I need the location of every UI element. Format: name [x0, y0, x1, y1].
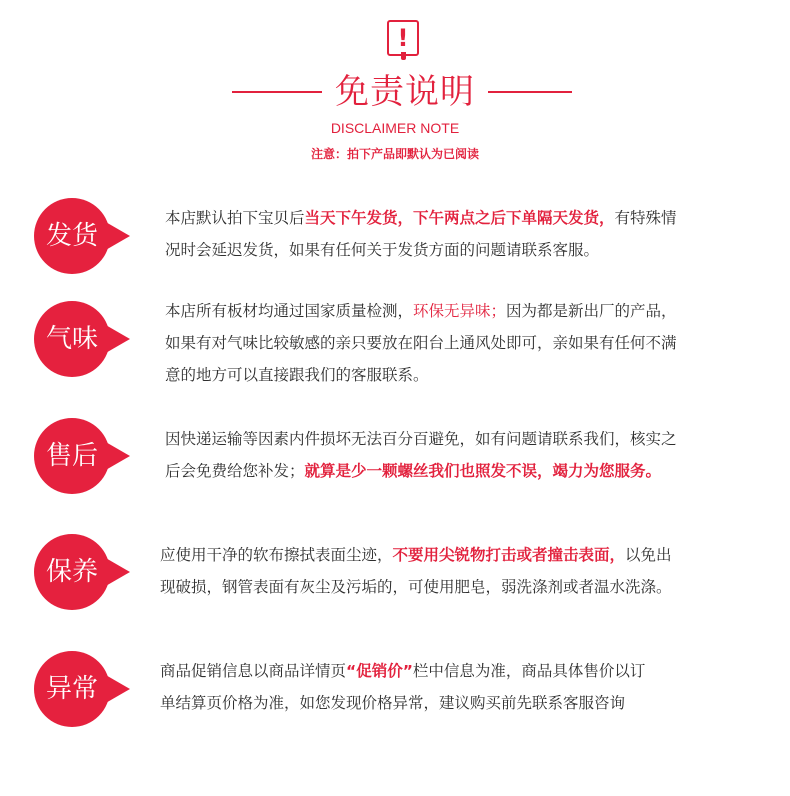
after-sales-line-1: 因快递运输等因素内件损坏无法百分百避免，如有问题请联系我们，核实之	[165, 430, 677, 448]
after-sales-badge-label: 售后	[45, 441, 98, 471]
reading-notice: 注意：拍下产品即默认为已阅读	[310, 147, 479, 161]
odor-badge-label: 气味	[45, 324, 98, 354]
disclaimer-header	[0, 0, 790, 175]
shipping-line-1: 本店默认拍下宝贝后当天下午发货，下午两点之后下单隔天发货，有特殊情	[165, 209, 677, 227]
maintenance-badge	[34, 534, 132, 610]
page-subtitle: DISCLAIMER NOTE	[330, 120, 460, 136]
maintenance-line-2: 现破损，钢管表面有灰尘及污垢的，可使用肥皂，弱洗涤剂或者温水洗涤。	[160, 578, 672, 596]
shipping-line-2: 况时会延迟发货，如果有任何关于发货方面的问题请联系客服。	[165, 241, 600, 259]
odor-badge	[34, 301, 132, 377]
odor-line-2: 如果有对气味比较敏感的亲只要放在阳台上通风处即可，亲如果有任何不满	[165, 334, 677, 352]
shipping-badge-label: 发货	[45, 221, 98, 251]
odor-line-1: 本店所有板材均通过国家质量检测，环保无异味；因为都是新出厂的产品，	[165, 302, 677, 320]
after-sales-line-2: 后会免费给您补发；就算是少一颗螺丝我们也照发不误，竭力为您服务。	[165, 462, 662, 480]
exclamation-icon: !	[387, 20, 419, 56]
price-abnormal-badge-label: 异常	[45, 674, 98, 704]
price-abnormal-badge	[34, 651, 132, 727]
odor-line-3: 意的地方可以直接跟我们的客服联系。	[165, 366, 429, 384]
price-abnormal-line-2: 单结算页价格为准，如您发现价格异常，建议购买前先联系客服咨询	[160, 694, 626, 712]
odor-text	[165, 295, 677, 391]
maintenance-badge-label: 保养	[45, 557, 98, 587]
title-divider-right	[488, 91, 572, 93]
after-sales-text	[165, 423, 677, 487]
maintenance-line-1: 应使用干净的软布擦拭表面尘迹，不要用尖锐物打击或者撞击表面，以免出	[160, 546, 672, 564]
maintenance-text	[160, 539, 672, 603]
title-divider-left	[232, 91, 322, 93]
shipping-badge	[34, 198, 132, 274]
page-title: 免责说明	[335, 72, 475, 112]
price-abnormal-text	[160, 655, 645, 719]
after-sales-badge	[34, 418, 132, 494]
price-abnormal-line-1: 商品促销信息以商品详情页“促销价”栏中信息为准，商品具体售价以订	[160, 662, 646, 680]
shipping-text	[165, 202, 677, 266]
